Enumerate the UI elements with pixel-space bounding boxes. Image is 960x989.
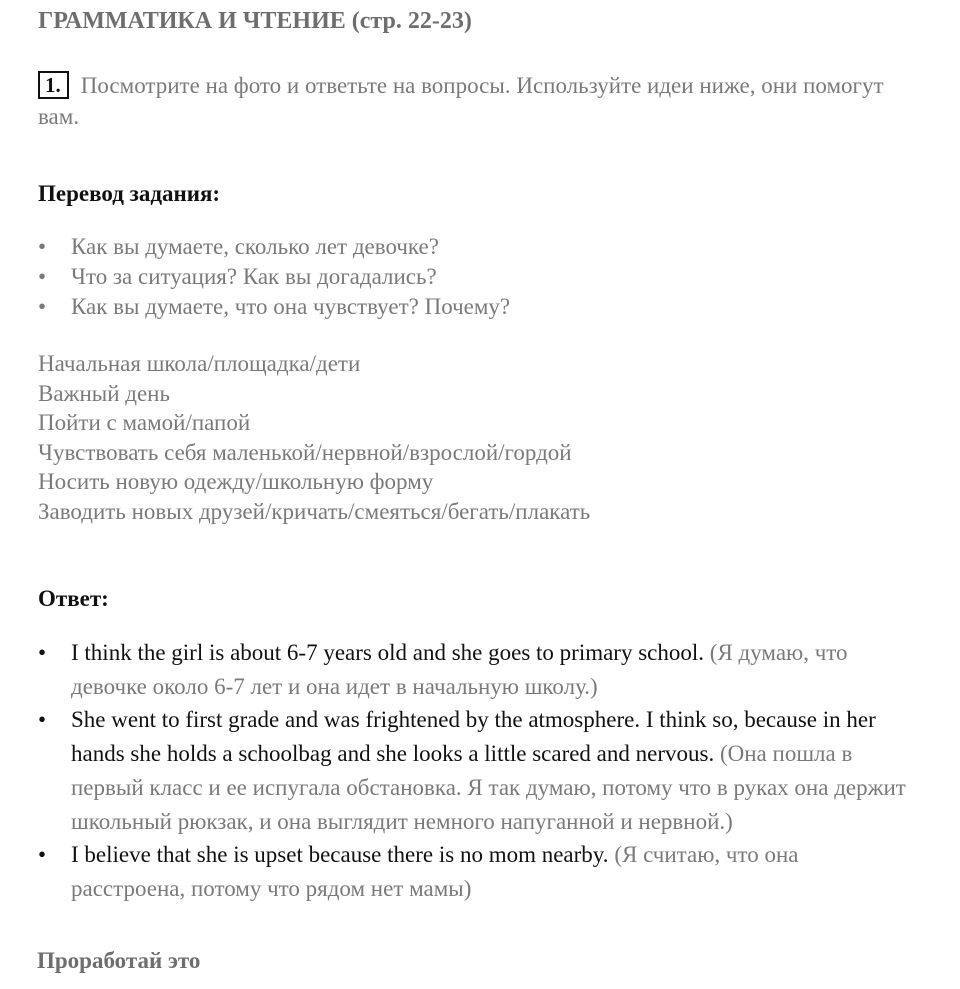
idea-item: Чувствовать себя маленькой/нервной/взрослой/гордой [38,439,572,465]
answer-item [38,636,908,703]
answer-list [38,636,908,906]
task-text: Посмотрите на фото и ответьте на вопросы. Используйте идеи ниже, они помогут вам. [38,73,884,129]
page-title: ГРАММАТИКА И ЧТЕНИЕ (стр. 22-23) [38,8,472,34]
answer-item [38,838,908,905]
answer-english: I think the girl is about 6-7 years old and she goes to primary school. [71,640,705,665]
question-text: Что за ситуация? Как вы догадались? [71,264,437,289]
list-item [38,232,510,262]
answer-russian: (Я считаю, что она расстроена, потому что рядом нет мамы) [71,842,799,901]
idea-item: Начальная школа/площадка/дети [38,351,361,376]
question-text: Как вы думаете, что она чувствует? Почему? [71,294,511,319]
task-number-box: 1. [38,71,69,99]
answer-item [38,703,908,838]
translation-heading: Перевод задания: [38,181,221,206]
bullet-icon: • [38,842,47,868]
answer-russian: (Она пошла в первый класс и ее испугала обстановка. Я так думаю, потому что в руках она держит школьный рюкзак, и она выглядит немного напуганной и нервной.) [71,741,906,834]
question-text: Как вы думаете, сколько лет девочке? [71,234,439,259]
bullet-icon: • [38,640,47,665]
bullet-icon: • [38,294,47,319]
idea-item: Пойти с мамой/папой [38,410,251,435]
answer-russian: (Я думаю, что девочке около 6-7 лет и она идет в начальную школу.) [71,640,848,699]
bullet-icon: • [38,264,47,289]
answer-english: I believe that she is upset because there is no mom nearby. [71,842,609,868]
question-list [38,232,510,322]
idea-item: Заводить новых друзей/кричать/смеяться/бегать/плакать [38,498,591,524]
list-item [38,292,510,322]
bullet-icon: • [38,234,47,259]
answer-english: She went to first grade and was frightened by the atmosphere. I think so, because in her hands she holds a schoolbag and she looks a little scared and nervous. [71,707,876,767]
task-instruction [38,70,918,132]
list-item [38,262,510,292]
answer-heading: Ответ: [38,586,109,611]
ideas-list [38,349,590,526]
bullet-icon: • [38,707,47,733]
idea-item: Важный день [38,380,170,406]
section-title-work-on-it: Проработай это [37,948,201,973]
idea-item: Носить новую одежду/школьную форму [38,469,434,494]
